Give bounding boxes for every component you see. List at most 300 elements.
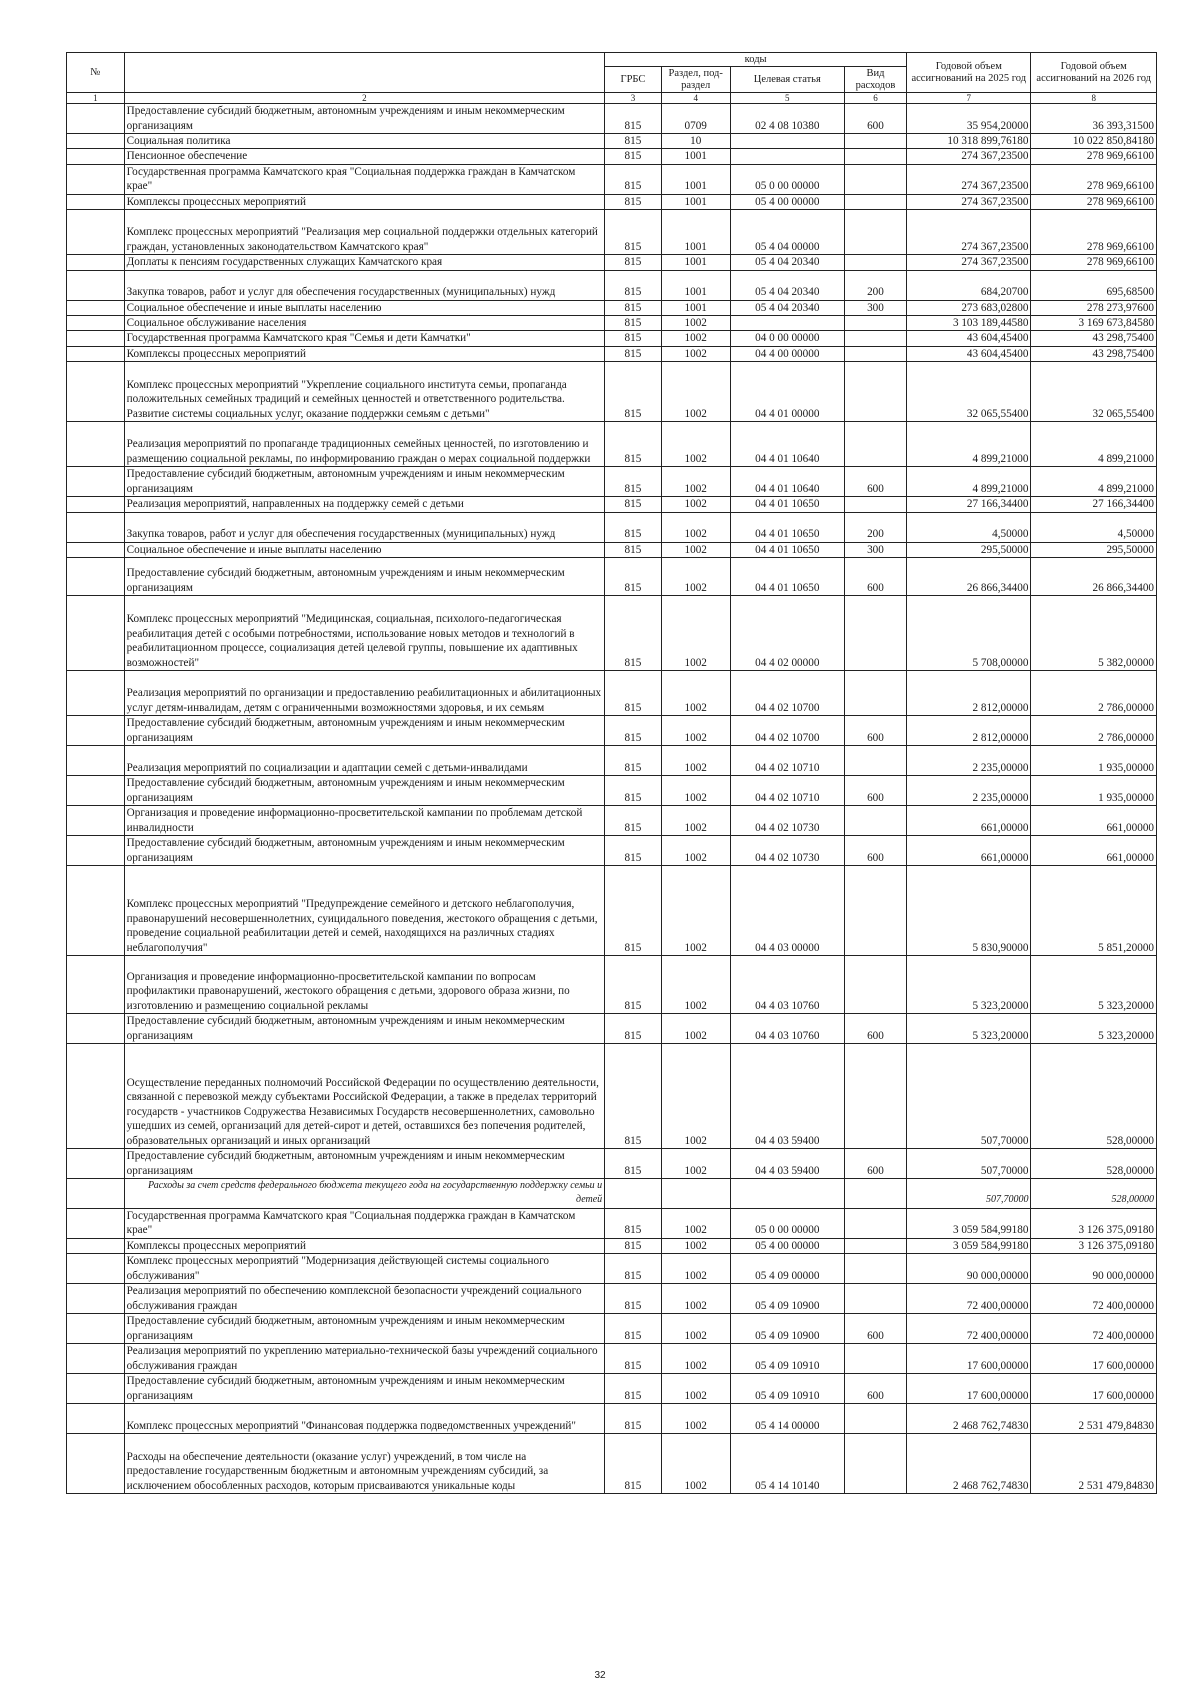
cell-v26: 5 323,20000 — [1031, 1014, 1157, 1044]
cell-v25: 661,00000 — [907, 806, 1031, 836]
cell-name: Предоставление субсидий бюджетным, автономным учреждениям и иным некоммерческим организациям — [124, 1014, 605, 1044]
cell-name: Реализация мероприятий по обеспечению комплексной безопасности учреждений социального обслуживания граждан — [124, 1284, 605, 1314]
cell-rz: 1002 — [661, 542, 730, 557]
table-row — [67, 512, 1157, 542]
cell-v26: 278 969,66100 — [1031, 149, 1157, 164]
table-row — [67, 194, 1157, 209]
cell-rz: 1002 — [661, 1014, 730, 1044]
cell-vr — [844, 746, 906, 776]
cell-rz: 1001 — [661, 164, 730, 194]
cell-name: Расходы на обеспечение деятельности (оказание услуг) учреждений, в том числе на предоставление государственным бюджетным и автономным учреждениям субсидий, за исключением обособленных расходов, которым присваиваются уникальные коды — [124, 1434, 605, 1494]
cell-name: Комплекс процессных мероприятий "Финансовая поддержка подведомственных учреждений" — [124, 1404, 605, 1434]
cell-v25: 26 866,34400 — [907, 558, 1031, 596]
cell-grbs: 815 — [605, 716, 662, 746]
table-row — [67, 746, 1157, 776]
cell-num — [67, 836, 125, 866]
cell-rz: 1002 — [661, 671, 730, 716]
table-row — [67, 558, 1157, 596]
cell-vr — [844, 1238, 906, 1253]
cell-name: Государственная программа Камчатского края "Социальная поддержка граждан в Камчатском крае" — [124, 1208, 605, 1238]
cell-v25: 3 103 189,44580 — [907, 316, 1031, 331]
cell-cs: 05 0 00 00000 — [730, 164, 844, 194]
cell-v25: 5 323,20000 — [907, 1014, 1031, 1044]
cell-cs: 04 4 02 10700 — [730, 716, 844, 746]
cell-vr — [844, 1044, 906, 1149]
cell-grbs: 815 — [605, 1044, 662, 1149]
table-row — [67, 255, 1157, 270]
cell-v26: 278 969,66100 — [1031, 194, 1157, 209]
cell-grbs: 815 — [605, 134, 662, 149]
col-name-header — [124, 53, 605, 93]
table-row — [67, 362, 1157, 422]
cell-name: Предоставление субсидий бюджетным, автономным учреждениям и иным некоммерческим организациям — [124, 467, 605, 497]
cell-v26: 90 000,00000 — [1031, 1254, 1157, 1284]
cell-name: Комплексы процессных мероприятий — [124, 1238, 605, 1253]
cell-v25: 32 065,55400 — [907, 362, 1031, 422]
cell-grbs: 815 — [605, 1014, 662, 1044]
table-body — [67, 104, 1157, 1494]
table-row — [67, 1314, 1157, 1344]
cell-num — [67, 1238, 125, 1253]
cell-v25: 72 400,00000 — [907, 1284, 1031, 1314]
table-row — [67, 104, 1157, 134]
table-row — [67, 1238, 1157, 1253]
cell-num — [67, 497, 125, 512]
cell-rz: 10 — [661, 134, 730, 149]
cell-rz: 1002 — [661, 746, 730, 776]
cell-rz: 1002 — [661, 512, 730, 542]
cell-rz: 1002 — [661, 362, 730, 422]
cell-cs: 04 4 02 10730 — [730, 836, 844, 866]
cell-v25: 43 604,45400 — [907, 346, 1031, 361]
cell-grbs: 815 — [605, 1374, 662, 1404]
table-row — [67, 164, 1157, 194]
cell-vr — [844, 255, 906, 270]
table-row — [67, 1284, 1157, 1314]
cell-v25: 5 323,20000 — [907, 956, 1031, 1014]
cell-name: Комплекс процессных мероприятий "Предупреждение семейного и детского неблагополучия, правонарушений несовершеннолетних, суицидального поведения, жестокого обращения с детьми, проведение социальной реабилитации детей и семей, находящихся на различных стадиях неблагополучия" — [124, 866, 605, 956]
cell-vr: 300 — [844, 542, 906, 557]
cell-grbs: 815 — [605, 422, 662, 467]
cell-name: Расходы за счет средств федерального бюджета текущего года на государственную поддержку семьи и детей — [124, 1179, 605, 1209]
cell-v25: 507,70000 — [907, 1179, 1031, 1209]
cell-num — [67, 806, 125, 836]
cell-cs: 04 4 01 10640 — [730, 422, 844, 467]
cell-v25: 3 059 584,99180 — [907, 1208, 1031, 1238]
table-row — [67, 596, 1157, 671]
table-row — [67, 149, 1157, 164]
col-index: 1 — [67, 93, 125, 104]
cell-v25: 273 683,02800 — [907, 300, 1031, 315]
cell-grbs: 815 — [605, 1404, 662, 1434]
cell-rz: 1002 — [661, 1149, 730, 1179]
cell-name: Закупка товаров, работ и услуг для обеспечения государственных (муниципальных) нужд — [124, 512, 605, 542]
table-row — [67, 542, 1157, 557]
cell-cs: 04 4 01 10650 — [730, 512, 844, 542]
cell-v26: 43 298,75400 — [1031, 331, 1157, 346]
cell-cs: 05 4 04 20340 — [730, 270, 844, 300]
cell-cs — [730, 1179, 844, 1209]
cell-cs: 04 4 01 10650 — [730, 542, 844, 557]
cell-v25: 5 830,90000 — [907, 866, 1031, 956]
cell-v25: 17 600,00000 — [907, 1344, 1031, 1374]
cell-num — [67, 1149, 125, 1179]
col-index: 4 — [661, 93, 730, 104]
cell-grbs: 815 — [605, 300, 662, 315]
cell-name: Предоставление субсидий бюджетным, автономным учреждениям и иным некоммерческим организациям — [124, 104, 605, 134]
table-row — [67, 1254, 1157, 1284]
cell-cs: 04 4 03 59400 — [730, 1044, 844, 1149]
cell-grbs: 815 — [605, 362, 662, 422]
cell-v25: 661,00000 — [907, 836, 1031, 866]
cell-vr — [844, 497, 906, 512]
cell-name: Предоставление субсидий бюджетным, автономным учреждениям и иным некоммерческим организациям — [124, 776, 605, 806]
table-row — [67, 210, 1157, 255]
cell-cs: 05 4 09 00000 — [730, 1254, 844, 1284]
cell-v26: 295,50000 — [1031, 542, 1157, 557]
cell-rz: 1002 — [661, 422, 730, 467]
cell-num — [67, 866, 125, 956]
budget-table-sheet — [66, 52, 1157, 1494]
cell-vr — [844, 806, 906, 836]
cell-v26: 4,50000 — [1031, 512, 1157, 542]
cell-num — [67, 316, 125, 331]
cell-grbs: 815 — [605, 776, 662, 806]
cell-v25: 2 235,00000 — [907, 746, 1031, 776]
cell-grbs: 815 — [605, 346, 662, 361]
cell-name: Доплаты к пенсиям государственных служащих Камчатского края — [124, 255, 605, 270]
cell-grbs: 815 — [605, 596, 662, 671]
cell-rz: 1002 — [661, 1404, 730, 1434]
cell-name: Закупка товаров, работ и услуг для обеспечения государственных (муниципальных) нужд — [124, 270, 605, 300]
table-row — [67, 956, 1157, 1014]
cell-v26: 278 273,97600 — [1031, 300, 1157, 315]
cell-num — [67, 149, 125, 164]
cell-grbs: 815 — [605, 1149, 662, 1179]
cell-vr — [844, 210, 906, 255]
table-row — [67, 346, 1157, 361]
cell-grbs: 815 — [605, 164, 662, 194]
cell-grbs: 815 — [605, 746, 662, 776]
cell-cs: 04 4 01 10640 — [730, 467, 844, 497]
cell-cs: 04 4 01 10650 — [730, 558, 844, 596]
cell-num — [67, 596, 125, 671]
cell-grbs: 815 — [605, 1314, 662, 1344]
cell-vr: 600 — [844, 716, 906, 746]
col-index: 3 — [605, 93, 662, 104]
cell-vr — [844, 422, 906, 467]
table-row — [67, 836, 1157, 866]
cell-grbs: 815 — [605, 671, 662, 716]
cell-num — [67, 716, 125, 746]
cell-num — [67, 331, 125, 346]
cell-num — [67, 671, 125, 716]
col-num-header: № — [67, 53, 125, 93]
cell-v26: 278 969,66100 — [1031, 164, 1157, 194]
cell-cs: 05 4 09 10910 — [730, 1374, 844, 1404]
col-celevaya-header: Целевая статья — [730, 67, 844, 93]
table-row — [67, 1044, 1157, 1149]
cell-rz: 1002 — [661, 956, 730, 1014]
cell-v25: 17 600,00000 — [907, 1374, 1031, 1404]
table-row — [67, 671, 1157, 716]
cell-v26: 2 786,00000 — [1031, 716, 1157, 746]
cell-v25: 2 468 762,74830 — [907, 1434, 1031, 1494]
cell-v26: 3 169 673,84580 — [1031, 316, 1157, 331]
cell-rz: 1002 — [661, 716, 730, 746]
cell-num — [67, 1374, 125, 1404]
cell-v26: 2 786,00000 — [1031, 671, 1157, 716]
cell-num — [67, 512, 125, 542]
cell-vr — [844, 1344, 906, 1374]
cell-v26: 27 166,34400 — [1031, 497, 1157, 512]
cell-v26: 3 126 375,09180 — [1031, 1208, 1157, 1238]
col-index: 2 — [124, 93, 605, 104]
table-row — [67, 422, 1157, 467]
cell-grbs: 815 — [605, 512, 662, 542]
cell-rz: 1001 — [661, 210, 730, 255]
cell-name: Предоставление субсидий бюджетным, автономным учреждениям и иным некоммерческим организациям — [124, 1374, 605, 1404]
cell-cs: 05 4 09 10900 — [730, 1314, 844, 1344]
cell-vr — [844, 362, 906, 422]
cell-grbs: 815 — [605, 194, 662, 209]
cell-vr — [844, 866, 906, 956]
cell-cs: 05 4 09 10900 — [730, 1284, 844, 1314]
cell-rz: 1002 — [661, 346, 730, 361]
cell-rz: 1002 — [661, 836, 730, 866]
table-row — [67, 1179, 1157, 1209]
cell-num — [67, 558, 125, 596]
table-row — [67, 1014, 1157, 1044]
cell-rz: 1002 — [661, 1284, 730, 1314]
cell-num — [67, 1044, 125, 1149]
cell-cs: 02 4 08 10380 — [730, 104, 844, 134]
cell-v25: 2 812,00000 — [907, 671, 1031, 716]
cell-rz: 1002 — [661, 1344, 730, 1374]
cell-vr: 600 — [844, 1314, 906, 1344]
cell-vr — [844, 1404, 906, 1434]
table-row — [67, 1404, 1157, 1434]
cell-v26: 4 899,21000 — [1031, 467, 1157, 497]
cell-v25: 274 367,23500 — [907, 194, 1031, 209]
cell-v25: 10 318 899,76180 — [907, 134, 1031, 149]
col-codes-header: коды — [605, 53, 907, 67]
cell-v26: 17 600,00000 — [1031, 1344, 1157, 1374]
cell-v26: 661,00000 — [1031, 836, 1157, 866]
cell-num — [67, 362, 125, 422]
cell-cs: 05 4 00 00000 — [730, 194, 844, 209]
cell-num — [67, 164, 125, 194]
cell-grbs: 815 — [605, 1254, 662, 1284]
cell-v26: 72 400,00000 — [1031, 1314, 1157, 1344]
cell-v26: 32 065,55400 — [1031, 362, 1157, 422]
cell-vr — [844, 1434, 906, 1494]
cell-grbs: 815 — [605, 956, 662, 1014]
cell-vr: 600 — [844, 1374, 906, 1404]
cell-v26: 528,00000 — [1031, 1149, 1157, 1179]
cell-rz: 1002 — [661, 1314, 730, 1344]
column-index-row — [67, 93, 1157, 104]
table-row — [67, 300, 1157, 315]
cell-rz: 1002 — [661, 497, 730, 512]
col-index: 7 — [907, 93, 1031, 104]
cell-rz: 1002 — [661, 776, 730, 806]
budget-table — [66, 52, 1157, 1494]
cell-v25: 4,50000 — [907, 512, 1031, 542]
table-row — [67, 716, 1157, 746]
cell-vr — [844, 1254, 906, 1284]
cell-vr — [844, 1284, 906, 1314]
cell-name: Предоставление субсидий бюджетным, автономным учреждениям и иным некоммерческим организациям — [124, 716, 605, 746]
cell-num — [67, 1014, 125, 1044]
table-row — [67, 316, 1157, 331]
cell-num — [67, 1254, 125, 1284]
cell-vr — [844, 164, 906, 194]
cell-cs: 05 4 04 20340 — [730, 300, 844, 315]
cell-vr — [844, 346, 906, 361]
cell-name: Реализация мероприятий по укреплению материально-технической базы учреждений социального обслуживания граждан — [124, 1344, 605, 1374]
cell-v26: 43 298,75400 — [1031, 346, 1157, 361]
col-index: 5 — [730, 93, 844, 104]
cell-cs: 04 4 02 10700 — [730, 671, 844, 716]
cell-cs: 04 4 03 00000 — [730, 866, 844, 956]
cell-grbs: 815 — [605, 836, 662, 866]
table-row — [67, 776, 1157, 806]
cell-num — [67, 467, 125, 497]
cell-name: Социальная политика — [124, 134, 605, 149]
cell-cs: 05 4 00 00000 — [730, 1238, 844, 1253]
table-row — [67, 270, 1157, 300]
cell-grbs: 815 — [605, 1284, 662, 1314]
cell-v25: 274 367,23500 — [907, 255, 1031, 270]
cell-grbs: 815 — [605, 866, 662, 956]
cell-rz — [661, 1179, 730, 1209]
table-row — [67, 467, 1157, 497]
cell-cs: 05 4 04 20340 — [730, 255, 844, 270]
cell-v25: 507,70000 — [907, 1149, 1031, 1179]
cell-num — [67, 422, 125, 467]
cell-num — [67, 194, 125, 209]
cell-v25: 2 812,00000 — [907, 716, 1031, 746]
cell-rz: 1002 — [661, 596, 730, 671]
cell-name: Реализация мероприятий по организации и предоставлению реабилитационных и абилитационных услуг детям-инвалидам, детям с ограниченными возможностями здоровья, и их семьям — [124, 671, 605, 716]
cell-cs: 04 4 02 10730 — [730, 806, 844, 836]
cell-v26: 1 935,00000 — [1031, 746, 1157, 776]
cell-rz: 1001 — [661, 300, 730, 315]
cell-v25: 2 235,00000 — [907, 776, 1031, 806]
cell-num — [67, 1208, 125, 1238]
cell-vr: 600 — [844, 467, 906, 497]
cell-v25: 507,70000 — [907, 1044, 1031, 1149]
cell-grbs: 815 — [605, 1344, 662, 1374]
col-2026-header: Годовой объем ассигнований на 2026 год — [1031, 53, 1157, 93]
table-row — [67, 1208, 1157, 1238]
cell-name: Организация и проведение информационно-просветительской кампании по вопросам профилактики правонарушений, жестокого обращения с детьми, здорового образа жизни, по изготовлению и размещению социальной рекламы — [124, 956, 605, 1014]
cell-cs: 05 4 04 00000 — [730, 210, 844, 255]
cell-v25: 684,20700 — [907, 270, 1031, 300]
cell-cs: 04 4 02 10710 — [730, 746, 844, 776]
cell-num — [67, 255, 125, 270]
col-index: 6 — [844, 93, 906, 104]
cell-num — [67, 134, 125, 149]
cell-grbs: 815 — [605, 467, 662, 497]
cell-num — [67, 1344, 125, 1374]
cell-name: Государственная программа Камчатского края "Социальная поддержка граждан в Камчатском крае" — [124, 164, 605, 194]
cell-vr — [844, 316, 906, 331]
cell-name: Предоставление субсидий бюджетным, автономным учреждениям и иным некоммерческим организациям — [124, 836, 605, 866]
cell-v26: 2 531 479,84830 — [1031, 1434, 1157, 1494]
cell-rz: 1001 — [661, 194, 730, 209]
cell-name: Комплекс процессных мероприятий "Медицинская, социальная, психолого-педагогическая реабилитация детей с особыми потребностями, использование новых методов и технологий в реабилитационном процессе, социализация детей целевой группы, повышение их адаптивных возможностей" — [124, 596, 605, 671]
cell-v25: 5 708,00000 — [907, 596, 1031, 671]
cell-v26: 3 126 375,09180 — [1031, 1238, 1157, 1253]
cell-grbs: 815 — [605, 497, 662, 512]
cell-grbs: 815 — [605, 331, 662, 346]
cell-v25: 4 899,21000 — [907, 467, 1031, 497]
cell-cs: 04 4 02 00000 — [730, 596, 844, 671]
cell-cs — [730, 316, 844, 331]
cell-grbs: 815 — [605, 149, 662, 164]
table-row — [67, 1374, 1157, 1404]
cell-rz: 1002 — [661, 1434, 730, 1494]
cell-v25: 274 367,23500 — [907, 164, 1031, 194]
cell-name: Комплекс процессных мероприятий "Укрепление социального института семьи, пропаганда положительных семейных традиций и семейных ценностей и ответственного родительства. Развитие системы социальных услуг, оказание поддержки семьям с детьми" — [124, 362, 605, 422]
cell-grbs: 815 — [605, 255, 662, 270]
cell-name: Реализация мероприятий по социализации и адаптации семей с детьми-инвалидами — [124, 746, 605, 776]
cell-rz: 1002 — [661, 1044, 730, 1149]
cell-vr — [844, 149, 906, 164]
cell-cs: 05 4 09 10910 — [730, 1344, 844, 1374]
cell-vr: 300 — [844, 300, 906, 315]
cell-vr: 600 — [844, 1149, 906, 1179]
col-index: 8 — [1031, 93, 1157, 104]
cell-name: Организация и проведение информационно-просветительской кампании по проблемам детской инвалидности — [124, 806, 605, 836]
table-row — [67, 1434, 1157, 1494]
cell-v26: 5 851,20000 — [1031, 866, 1157, 956]
cell-v26: 278 969,66100 — [1031, 210, 1157, 255]
cell-v26: 10 022 850,84180 — [1031, 134, 1157, 149]
cell-grbs — [605, 1179, 662, 1209]
cell-vr: 600 — [844, 104, 906, 134]
table-row — [67, 806, 1157, 836]
cell-grbs: 815 — [605, 210, 662, 255]
cell-grbs: 815 — [605, 558, 662, 596]
cell-cs: 04 4 03 59400 — [730, 1149, 844, 1179]
table-row — [67, 497, 1157, 512]
cell-num — [67, 956, 125, 1014]
cell-vr: 600 — [844, 558, 906, 596]
cell-num — [67, 542, 125, 557]
cell-name: Реализация мероприятий по пропаганде традиционных семейных ценностей, по изготовлению и размещению социальной рекламы, по информированию граждан о мерах социальной поддержки — [124, 422, 605, 467]
cell-grbs: 815 — [605, 1208, 662, 1238]
cell-rz: 1002 — [661, 1254, 730, 1284]
page-number: 32 — [594, 1670, 606, 1681]
cell-v26: 2 531 479,84830 — [1031, 1404, 1157, 1434]
cell-v25: 295,50000 — [907, 542, 1031, 557]
table-row — [67, 866, 1157, 956]
cell-v26: 278 969,66100 — [1031, 255, 1157, 270]
cell-name: Комплексы процессных мероприятий — [124, 346, 605, 361]
cell-vr: 600 — [844, 776, 906, 806]
cell-v26: 5 323,20000 — [1031, 956, 1157, 1014]
cell-rz: 1002 — [661, 316, 730, 331]
cell-rz: 1002 — [661, 467, 730, 497]
cell-v25: 4 899,21000 — [907, 422, 1031, 467]
cell-grbs: 815 — [605, 806, 662, 836]
cell-name: Пенсионное обеспечение — [124, 149, 605, 164]
cell-grbs: 815 — [605, 1434, 662, 1494]
cell-rz: 0709 — [661, 104, 730, 134]
